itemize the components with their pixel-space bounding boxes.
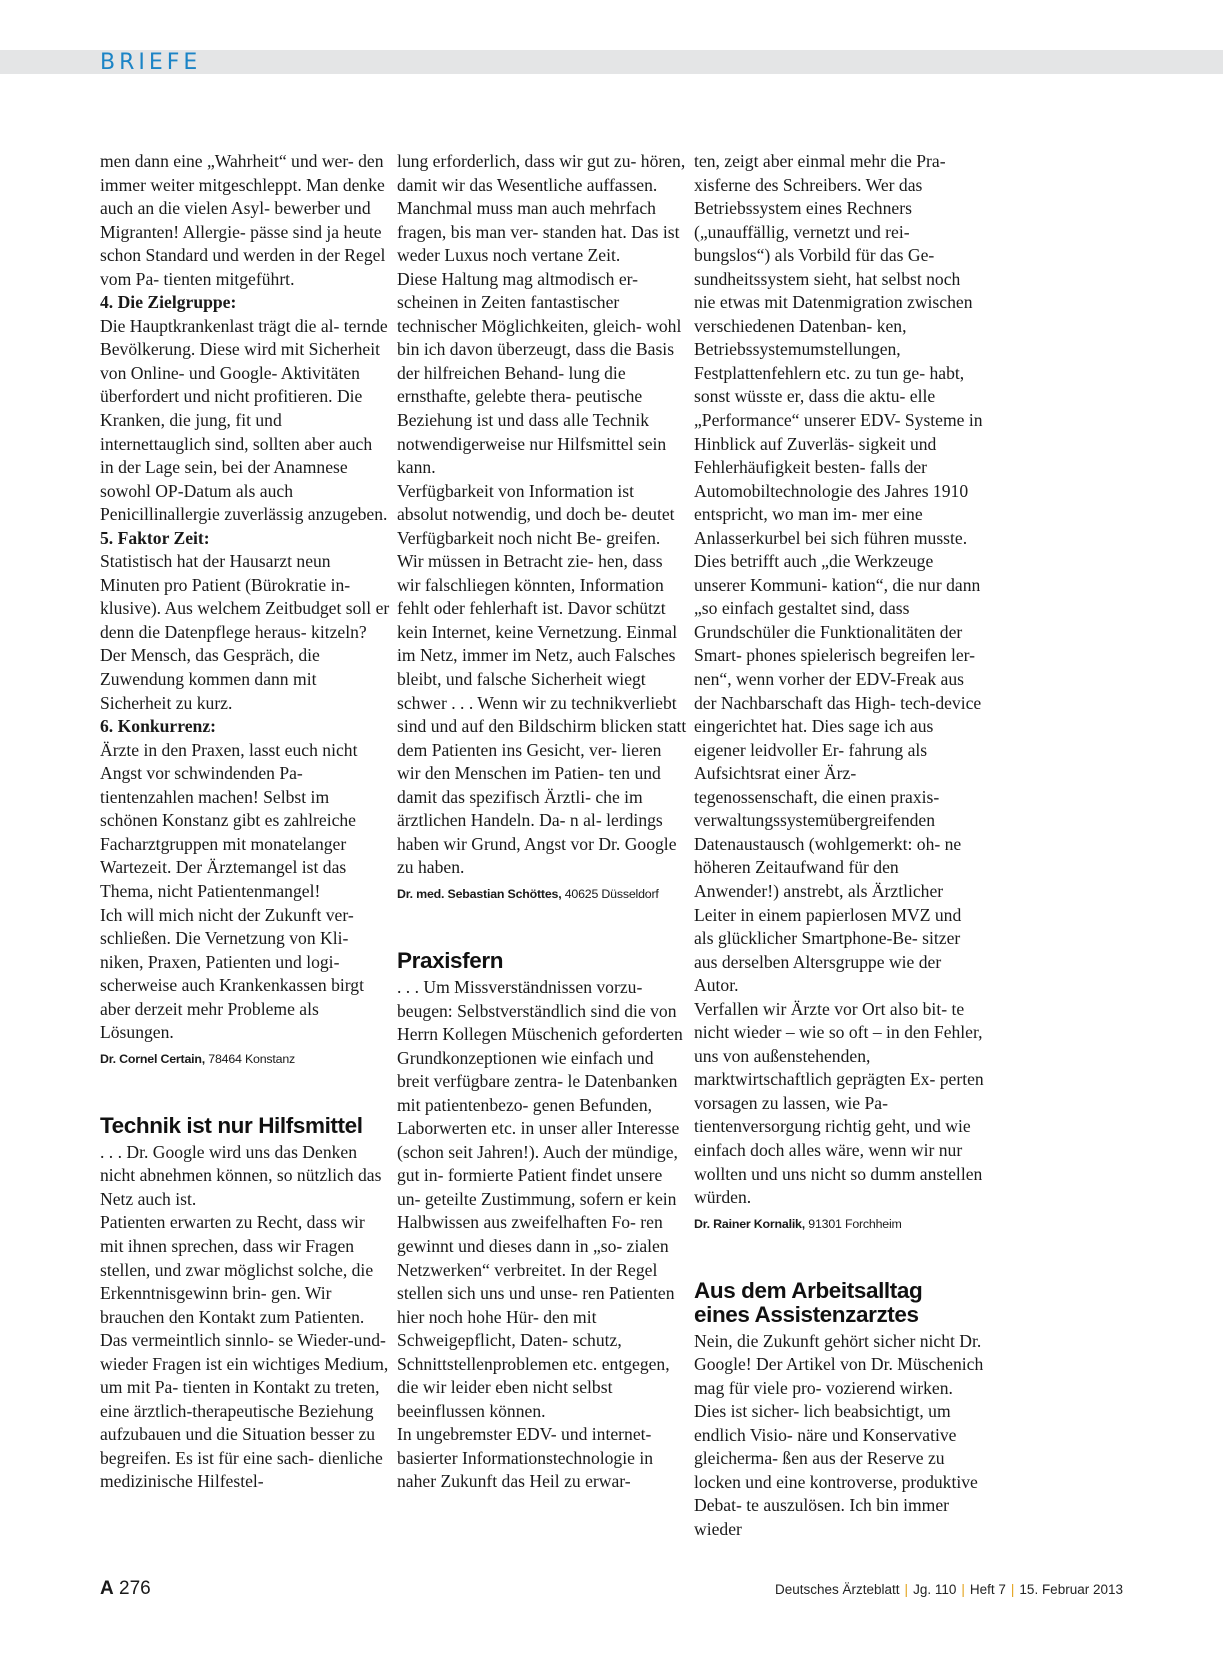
title-line: eines Assistenzarztes <box>694 1301 919 1327</box>
paragraph: Patienten erwarten zu Recht, dass wir mit ihnen sprechen, dass wir Fragen stellen, und zwar möglichst solche, die Erkenntnisgewinn brin- gen. Wir brauchen den Kontakt zum Patienten. Das vermeintlich sinnlo- se Wieder-und-wieder Fragen ist ein wichtiges Medium, um mit Pa- tienten in Kontakt zu treten, eine ärztlich-therapeutische Beziehung aufzubauen und die Situation besser zu begreifen. Es ist für eine sach- dienliche medizinische Hilfestel- <box>100 1212 389 1492</box>
signature-name: Dr. Rainer Kornalik, <box>694 1216 805 1231</box>
page-number-value: 276 <box>119 1578 151 1599</box>
article-title: Technik ist nur Hilfsmittel <box>100 1112 363 1138</box>
journal-volume: Jg. 110 <box>913 1582 957 1597</box>
article-title <box>694 1279 984 1327</box>
list-heading: 5. Faktor Zeit: <box>100 527 210 548</box>
journal-name: Deutsches Ärzteblatt <box>774 1582 900 1597</box>
signature-place: 78464 Konstanz <box>208 1051 296 1066</box>
separator: | <box>961 1582 965 1597</box>
page-number <box>100 1578 151 1600</box>
signature-place: 91301 Forchheim <box>808 1216 902 1231</box>
paragraph: Ärzte in den Praxen, lasst euch nicht Angst vor schwindenden Pa- tientenzahlen machen! Selbst im schönen Konstanz gibt es zahlreiche Facharztgruppen mit monatelanger Wartezeit. Der Ärztemangel ist das Thema, nicht Patientenmangel! <box>100 739 358 901</box>
title-line: Aus dem Arbeitsalltag <box>694 1277 923 1303</box>
signature-name: Dr. Cornel Certain, <box>100 1051 205 1066</box>
letter-signature <box>694 1215 984 1233</box>
journal-date: 15. Februar 2013 <box>1019 1582 1123 1597</box>
paragraph: Die Hauptkrankenlast trägt die al- ternde Bevölkerung. Diese wird mit Sicherheit von Online- und Google- Aktivitäten überfordert und nicht profitieren. Die Kranken, die jung, fit und internettauglich sind, sollten aber auch in der Lage sein, bei der Anamnese sowohl OP-Datum als auch Penicillinallergie zuverlässig anzugeben. <box>100 315 388 525</box>
signature-place: 40625 Düsseldorf <box>564 886 659 901</box>
column-3 <box>694 150 984 1542</box>
page-footer <box>0 1578 1223 1608</box>
page-prefix: A <box>100 1578 114 1599</box>
article-title: Praxisfern <box>397 947 504 973</box>
paragraph: . . . Um Missverständnissen vorzu- beugen: Selbstverständlich sind die von Herrn Kollegen Müschenich geforderten Grundkonzeptionen wie einfach und breit verfügbare zentra- le Datenbanken mit patientenbezo- genen Befunden, Laborwerten etc. in unser aller Interesse (schon seit Jahren!). Auch der mündige, gut in- formierte Patient findet unsere un- geteilte Zustimmung, sofern er kein Halbwissen aus zweifelhaften Fo- ren gewinnt und dieses dann in „so- zialen Netzwerken“ verbreitet. In der Regel stellen sich uns und unse- ren Patienten hier noch hohe Hür- den mit Schweigepflicht, Daten- schutz, Schnittstellenproblemen etc. entgegen, die wir leider eben nicht selbst beeinflussen können. <box>397 976 683 1421</box>
paragraph: Diese Haltung mag altmodisch er- scheinen in Zeiten fantastischer technischer Möglichkeiten, gleich- wohl bin ich davon überzeugt, dass die Basis der hilfreichen Behand- lung die ernsthafte, gelebte thera- peutische Beziehung ist und dass alle Technik notwendigerweise nur Hilfsmittel sein kann. <box>397 268 682 478</box>
paragraph: Verfallen wir Ärzte vor Ort also bit- te nicht wieder – wie so oft – in den Fehler, uns von außenstehenden, marktwirtschaftlich geprägten Ex- perten vorsagen zu lassen, wie Pa- tientenversorgung richtig geht, und wie einfach doch alles wäre, wenn wir nur wollten und uns nicht so dumm anstellen würden. <box>694 998 984 1208</box>
column-2 <box>397 150 687 1494</box>
paragraph: . . . Dr. Google wird uns das Denken nicht abnehmen können, so nützlich das Netz auch ist. <box>100 1141 382 1209</box>
letter-signature <box>100 1050 390 1068</box>
paragraph: Verfügbarkeit von Information ist absolut notwendig, und doch be- deutet Verfügbarkeit noch nicht Be- greifen. Wir müssen in Betracht zie- hen, dass wir falschliegen könnten, Information fehlt oder fehlerhaft ist. Davor schützt kein Internet, keine Vernetzung. Einmal im Netz, immer im Netz, auch Falsches bleibt, und falsche Sicherheit wiegt schwer . . . Wenn wir zu technikverliebt sind und auf den Bildschirm blicken statt dem Patienten ins Gesicht, ver- lieren wir den Menschen im Patien- ten und damit das spezifisch Ärztli- che im ärztlichen Handeln. Da- n al- lerdings haben wir Grund, Angst vor Dr. Google zu haben. <box>397 480 687 878</box>
paragraph: Ich will mich nicht der Zukunft ver- schließen. Die Vernetzung von Kli- niken, Praxen, Patienten und logi- scherweise auch Krankenkassen birgt aber derzeit mehr Probleme als Lösungen. <box>100 904 364 1043</box>
list-heading: 6. Konkurrenz: <box>100 716 216 737</box>
separator: | <box>904 1582 909 1597</box>
paragraph: men dann eine „Wahrheit“ und wer- den immer weiter mitgeschleppt. Man denke auch an die vielen Asyl- bewerber und Migranten! Allergie- pässe sind ja heute schon Standard und werden in der Regel vom Pa- tienten mitgeführt. <box>100 151 386 289</box>
journal-masthead <box>775 1582 1123 1597</box>
journal-issue: Heft 7 <box>969 1582 1006 1597</box>
paragraph: ten, zeigt aber einmal mehr die Pra- xisferne des Schreibers. Wer das Betriebssystem eines Rechners („unauffällig, vernetzt und rei- bungslos“) als Vorbild für das Ge- sundheitssystem sieht, hat selbst noch nie etwas mit Datenmigration zwischen verschiedenen Datenban- ken, Betriebssystemumstellungen, Festplattenfehlern etc. zu tun ge- habt, sonst wüsste er, dass die aktu- elle „Performance“ unserer EDV- Systeme in Hinblick auf Zuverläs- sigkeit und Fehlerhäufigkeit besten- falls der Automobiltechnologie des Jahres 1910 entspricht, wo man im- mer eine Anlasserkurbel bei sich führen musste. Dies betrifft auch „die Werkzeuge unserer Kommuni- kation“, die nur dann „so einfach gestaltet sind, dass Grundschüler die Funktionalitäten der Smart- phones spielerisch begreifen ler- nen“, wenn vorher der EDV-Freak aus der Nachbarschaft das High- tech-device eingerichtet hat. Dies sage ich aus eigener leidvoller Er- fahrung als Aufsichtsrat einer Ärz- tegenossenschaft, die einen praxis- verwaltungssystemübergreifenden Datenaustausch (wohlgemerkt: oh- ne höheren Zeitaufwand für den Anwender!) anstrebt, als Ärztlicher Leiter in einem papierlosen MVZ und als glücklicher Smartphone-Be- sitzer aus derselben Altersgruppe wie der Autor. <box>694 151 983 996</box>
paragraph: Nein, die Zukunft gehört sicher nicht Dr. Google! Der Artikel von Dr. Müschenich mag für viele pro- vozierend wirken. Dies ist sicher- lich beabsichtigt, um endlich Visio- näre und Konservative gleicherma- ßen aus der Reserve zu locken und eine kontroverse, produktive Debat- te auszulösen. Ich bin immer wieder <box>694 1330 984 1539</box>
paragraph: In ungebremster EDV- und internet- basierter Informationstechnologie in naher Zukunft das Heil zu erwar- <box>397 1424 654 1492</box>
signature-name: Dr. med. Sebastian Schöttes, <box>397 886 562 901</box>
letter-signature <box>397 885 687 903</box>
paragraph: lung erforderlich, dass wir gut zu- hören, damit wir das Wesentliche auffassen. Manchmal muss man auch mehrfach fragen, bis man ver- standen hat. Das ist weder Luxus noch vertane Zeit. <box>397 151 686 266</box>
paragraph: Statistisch hat der Hausarzt neun Minuten pro Patient (Bürokratie in- klusive). Aus welchem Zeitbudget soll er denn die Datenpflege heraus- kitzeln? Der Mensch, das Gespräch, die Zuwendung kommen dann mit Sicherheit zu kurz. <box>100 551 390 713</box>
list-heading: 4. Die Zielgruppe: <box>100 292 237 313</box>
separator: | <box>1010 1582 1015 1597</box>
column-1 <box>100 150 390 1494</box>
section-label: BRIEFE <box>100 50 202 75</box>
